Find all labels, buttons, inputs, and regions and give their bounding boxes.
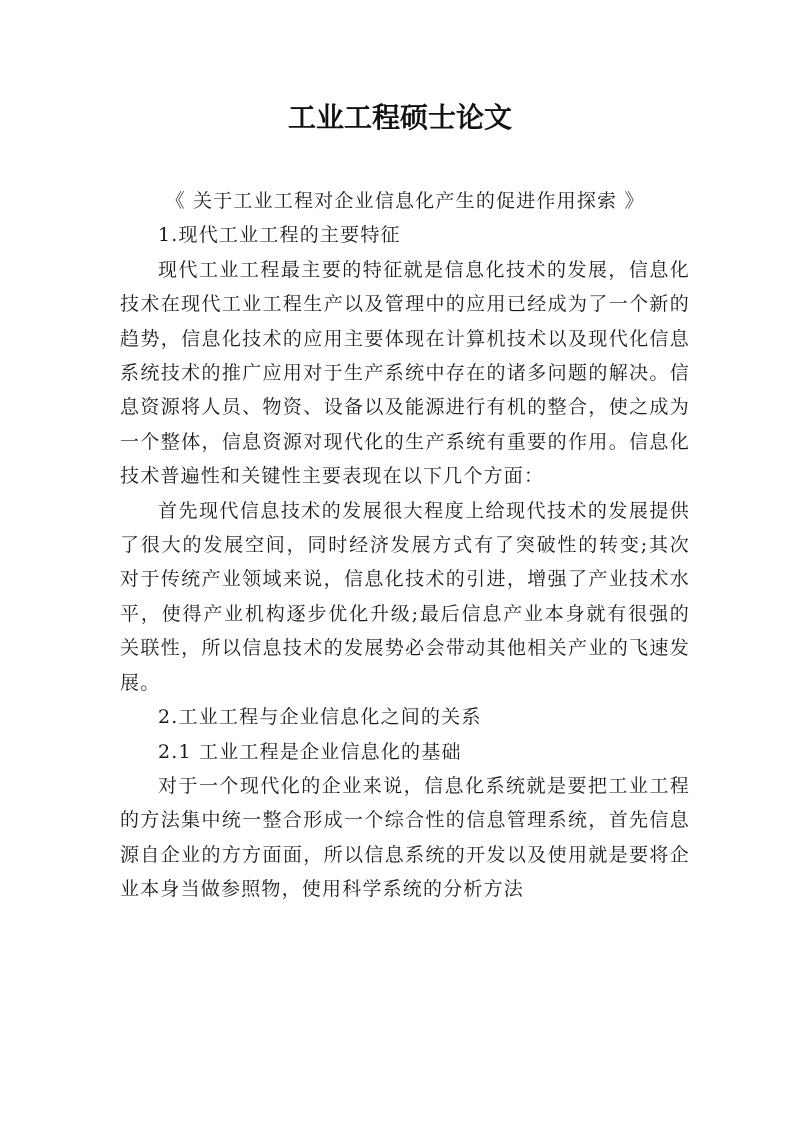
body-paragraph: 首先现代信息技术的发展很大程度上给现代技术的发展提供了很大的发展空间，同时经济发展方式有了突破性的转变;其次对于传统产业领域来说，信息化技术的引进，增强了产业技术水平，使得产业机构逐步优化升级;最后信息产业本身就有很强的关联性，所以信息技术的发展势必会带动其他相关产业的飞速发展。	[120, 499, 690, 694]
body-paragraph: 对于一个现代化的企业来说，信息化系统就是要把工业工程的方法集中统一整合形成一个综合性的信息管理系统，首先信息源自企业的方方面面，所以信息系统的开发以及使用就是要将企业本身当做参照物，使用科学系统的分析方法	[120, 774, 690, 901]
subsection-heading-2-1: 2.1 工业工程是企业信息化的基础	[158, 740, 462, 763]
article-subtitle: 《 关于工业工程对企业信息化产生的促进作用探索 》	[165, 190, 645, 212]
section-heading-2: 2.工业工程与企业信息化之间的关系	[158, 706, 482, 729]
document-title: 工业工程硕士论文	[287, 101, 512, 134]
document-body	[120, 184, 690, 907]
body-paragraph: 现代工业工程最主要的特征就是信息化技术的发展，信息化技术在现代工业工程生产以及管理中的应用已经成为了一个新的趋势，信息化技术的应用主要体现在计算机技术以及现代化信息系统技术的推广应用对于生产系统中存在的诸多问题的解决。信息资源将人员、物资、设备以及能源进行有机的整合，使之成为一个整体，信息资源对现代化的生产系统有重要的作用。信息化技术普遍性和关键性主要表现在以下几个方面：	[120, 258, 690, 488]
section-heading-1: 1.现代工业工程的主要特征	[158, 224, 401, 247]
